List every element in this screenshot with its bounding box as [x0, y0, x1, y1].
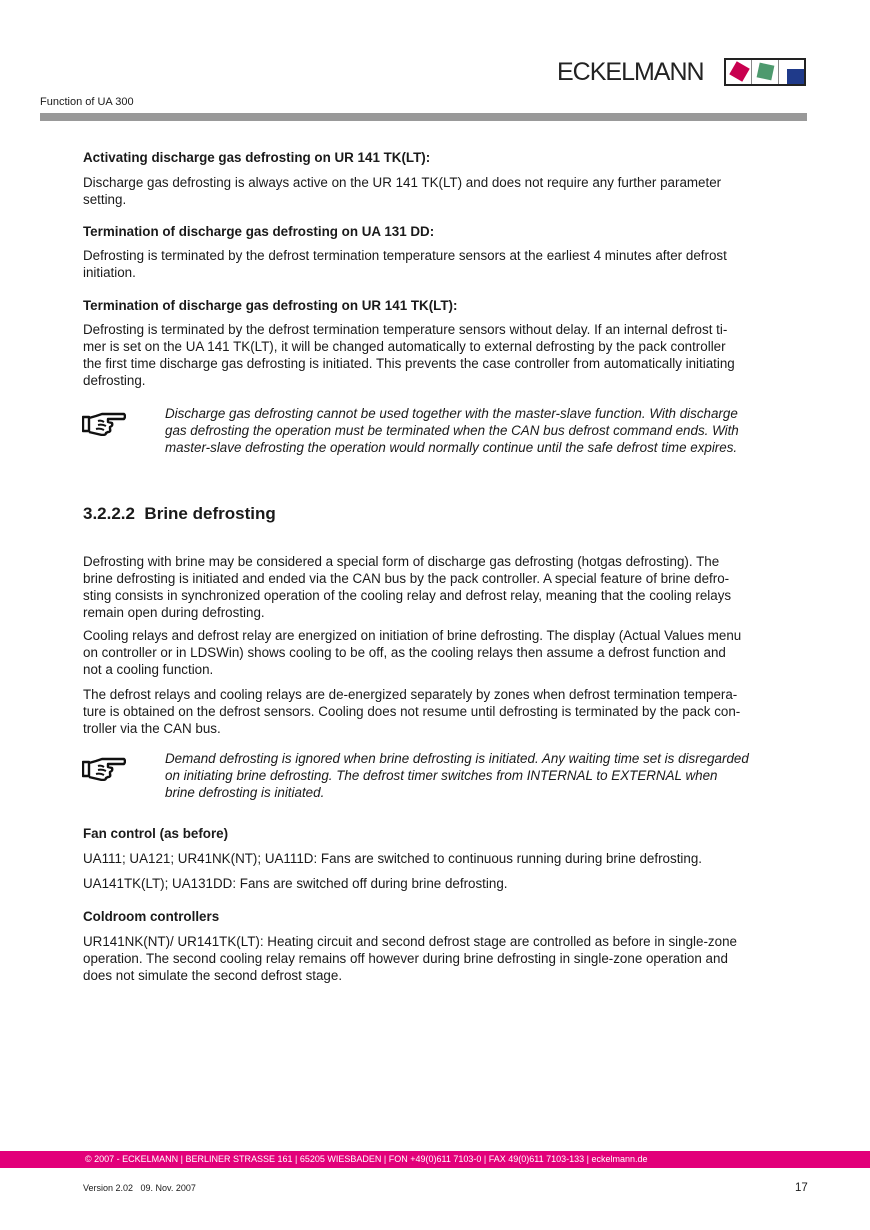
paragraph: [83, 321, 735, 389]
section-heading: [83, 505, 276, 522]
text-line: Discharge gas defrosting cannot be used together with the master-slave function. With discharge: [165, 406, 738, 421]
text-line: sting consists in synchronized operation of the cooling relay and defrost relay, meaning that the cooling relays: [83, 588, 732, 603]
paragraph: [83, 247, 727, 281]
text-line: initiation.: [83, 265, 136, 280]
text-line: brine defrosting is initiated.: [165, 785, 325, 800]
paragraph: [83, 686, 740, 737]
page-number: 17: [795, 1182, 808, 1194]
header-divider: [40, 113, 807, 121]
paragraph: [83, 850, 702, 867]
eckelmann-logo-text: ECKELMANN: [557, 58, 704, 86]
text-line: Defrosting with brine may be considered a special form of discharge gas defrosting (hotgas defrosting). The: [83, 554, 720, 569]
text-line: 3.2.2.2 Brine defrosting: [83, 504, 276, 523]
subheading: [83, 223, 434, 240]
text-line: on initiating brine defrosting. The defrost timer switches from INTERNAL to EXTERNAL when: [165, 768, 718, 783]
pointing-hand-icon: [82, 757, 126, 781]
text-line: Demand defrosting is ignored when brine defrosting is initiated. Any waiting time set is disregarded: [165, 751, 749, 766]
paragraph: [83, 627, 741, 678]
footer-bar: [0, 1151, 870, 1168]
version-info: Version 2.02 09. Nov. 2007: [83, 1183, 196, 1193]
text-line: operation. The second cooling relay remains off however during brine defrosting in single-zone operation and: [83, 951, 728, 966]
text-line: the first time discharge gas defrosting is initiated. This prevents the case controller from automatically initiating: [83, 356, 735, 371]
note-text: [165, 405, 739, 456]
paragraph: [83, 875, 508, 892]
footer-address: © 2007 - ECKELMANN | BERLINER STRASSE 161 | 65205 WIESBADEN | FON +49(0)611 7103-0 | FAX 49(0)611 7103-133 | eckelmann.de: [85, 1154, 648, 1164]
text-line: troller via the CAN bus.: [83, 721, 221, 736]
text-line: Defrosting is terminated by the defrost termination temperature sensors at the earliest 4 minutes after defrost: [83, 248, 727, 263]
subheading: [83, 149, 430, 166]
text-line: Discharge gas defrosting is always active on the UR 141 TK(LT) and does not require any further parameter: [83, 175, 722, 190]
subheading: [83, 908, 219, 925]
text-line: UA141TK(LT); UA131DD: Fans are switched off during brine defrosting.: [83, 876, 508, 891]
text-line: mer is set on the UA 141 TK(LT), it will be changed automatically to external defrosting by the pack controller: [83, 339, 726, 354]
eckelmann-logo-icon: [724, 58, 806, 86]
text-line: brine defrosting is initiated and ended via the CAN bus by the pack controller. A special feature of brine defro-: [83, 571, 730, 586]
paragraph: [83, 174, 721, 208]
text-line: Termination of discharge gas defrosting on UA 131 DD:: [83, 224, 435, 239]
text-line: setting.: [83, 192, 127, 207]
text-line: UR141NK(NT)/ UR141TK(LT): Heating circuit and second defrost stage are controlled as before in single-zone: [83, 934, 737, 949]
pointing-hand-icon: [82, 412, 126, 436]
paragraph: [83, 933, 737, 984]
text-line: The defrost relays and cooling relays are de-energized separately by zones when defrost termination tempera-: [83, 687, 738, 702]
subheading: [83, 825, 228, 842]
text-line: UA111; UA121; UR41NK(NT); UA111D: Fans are switched to continuous running during brine defrosting.: [83, 851, 703, 866]
text-line: on controller or in LDSWin) shows cooling to be off, as the cooling relays then assume a defrost function and: [83, 645, 726, 660]
text-line: does not simulate the second defrost stage.: [83, 968, 343, 983]
text-line: Fan control (as before): [83, 826, 229, 841]
text-line: not a cooling function.: [83, 662, 214, 677]
text-line: Activating discharge gas defrosting on UR 141 TK(LT):: [83, 150, 431, 165]
text-line: gas defrosting the operation must be terminated when the CAN bus defrost command ends. With: [165, 423, 739, 438]
text-line: defrosting.: [83, 373, 146, 388]
header-title: Function of UA 300: [40, 96, 134, 108]
text-line: ture is obtained on the defrost sensors. Cooling does not resume until defrosting is terminated by the pack con-: [83, 704, 741, 719]
text-line: Termination of discharge gas defrosting on UR 141 TK(LT):: [83, 298, 458, 313]
text-line: Defrosting is terminated by the defrost termination temperature sensors without delay. If an internal defrost ti-: [83, 322, 728, 337]
text-line: remain open during defrosting.: [83, 605, 265, 620]
text-line: Coldroom controllers: [83, 909, 220, 924]
paragraph: [83, 553, 731, 621]
text-line: Cooling relays and defrost relay are energized on initiation of brine defrosting. The display (Actual Values menu: [83, 628, 742, 643]
note-text: [165, 750, 749, 801]
text-line: master-slave defrosting the operation would normally continue until the safe defrost time expires.: [165, 440, 738, 455]
subheading: [83, 297, 457, 314]
